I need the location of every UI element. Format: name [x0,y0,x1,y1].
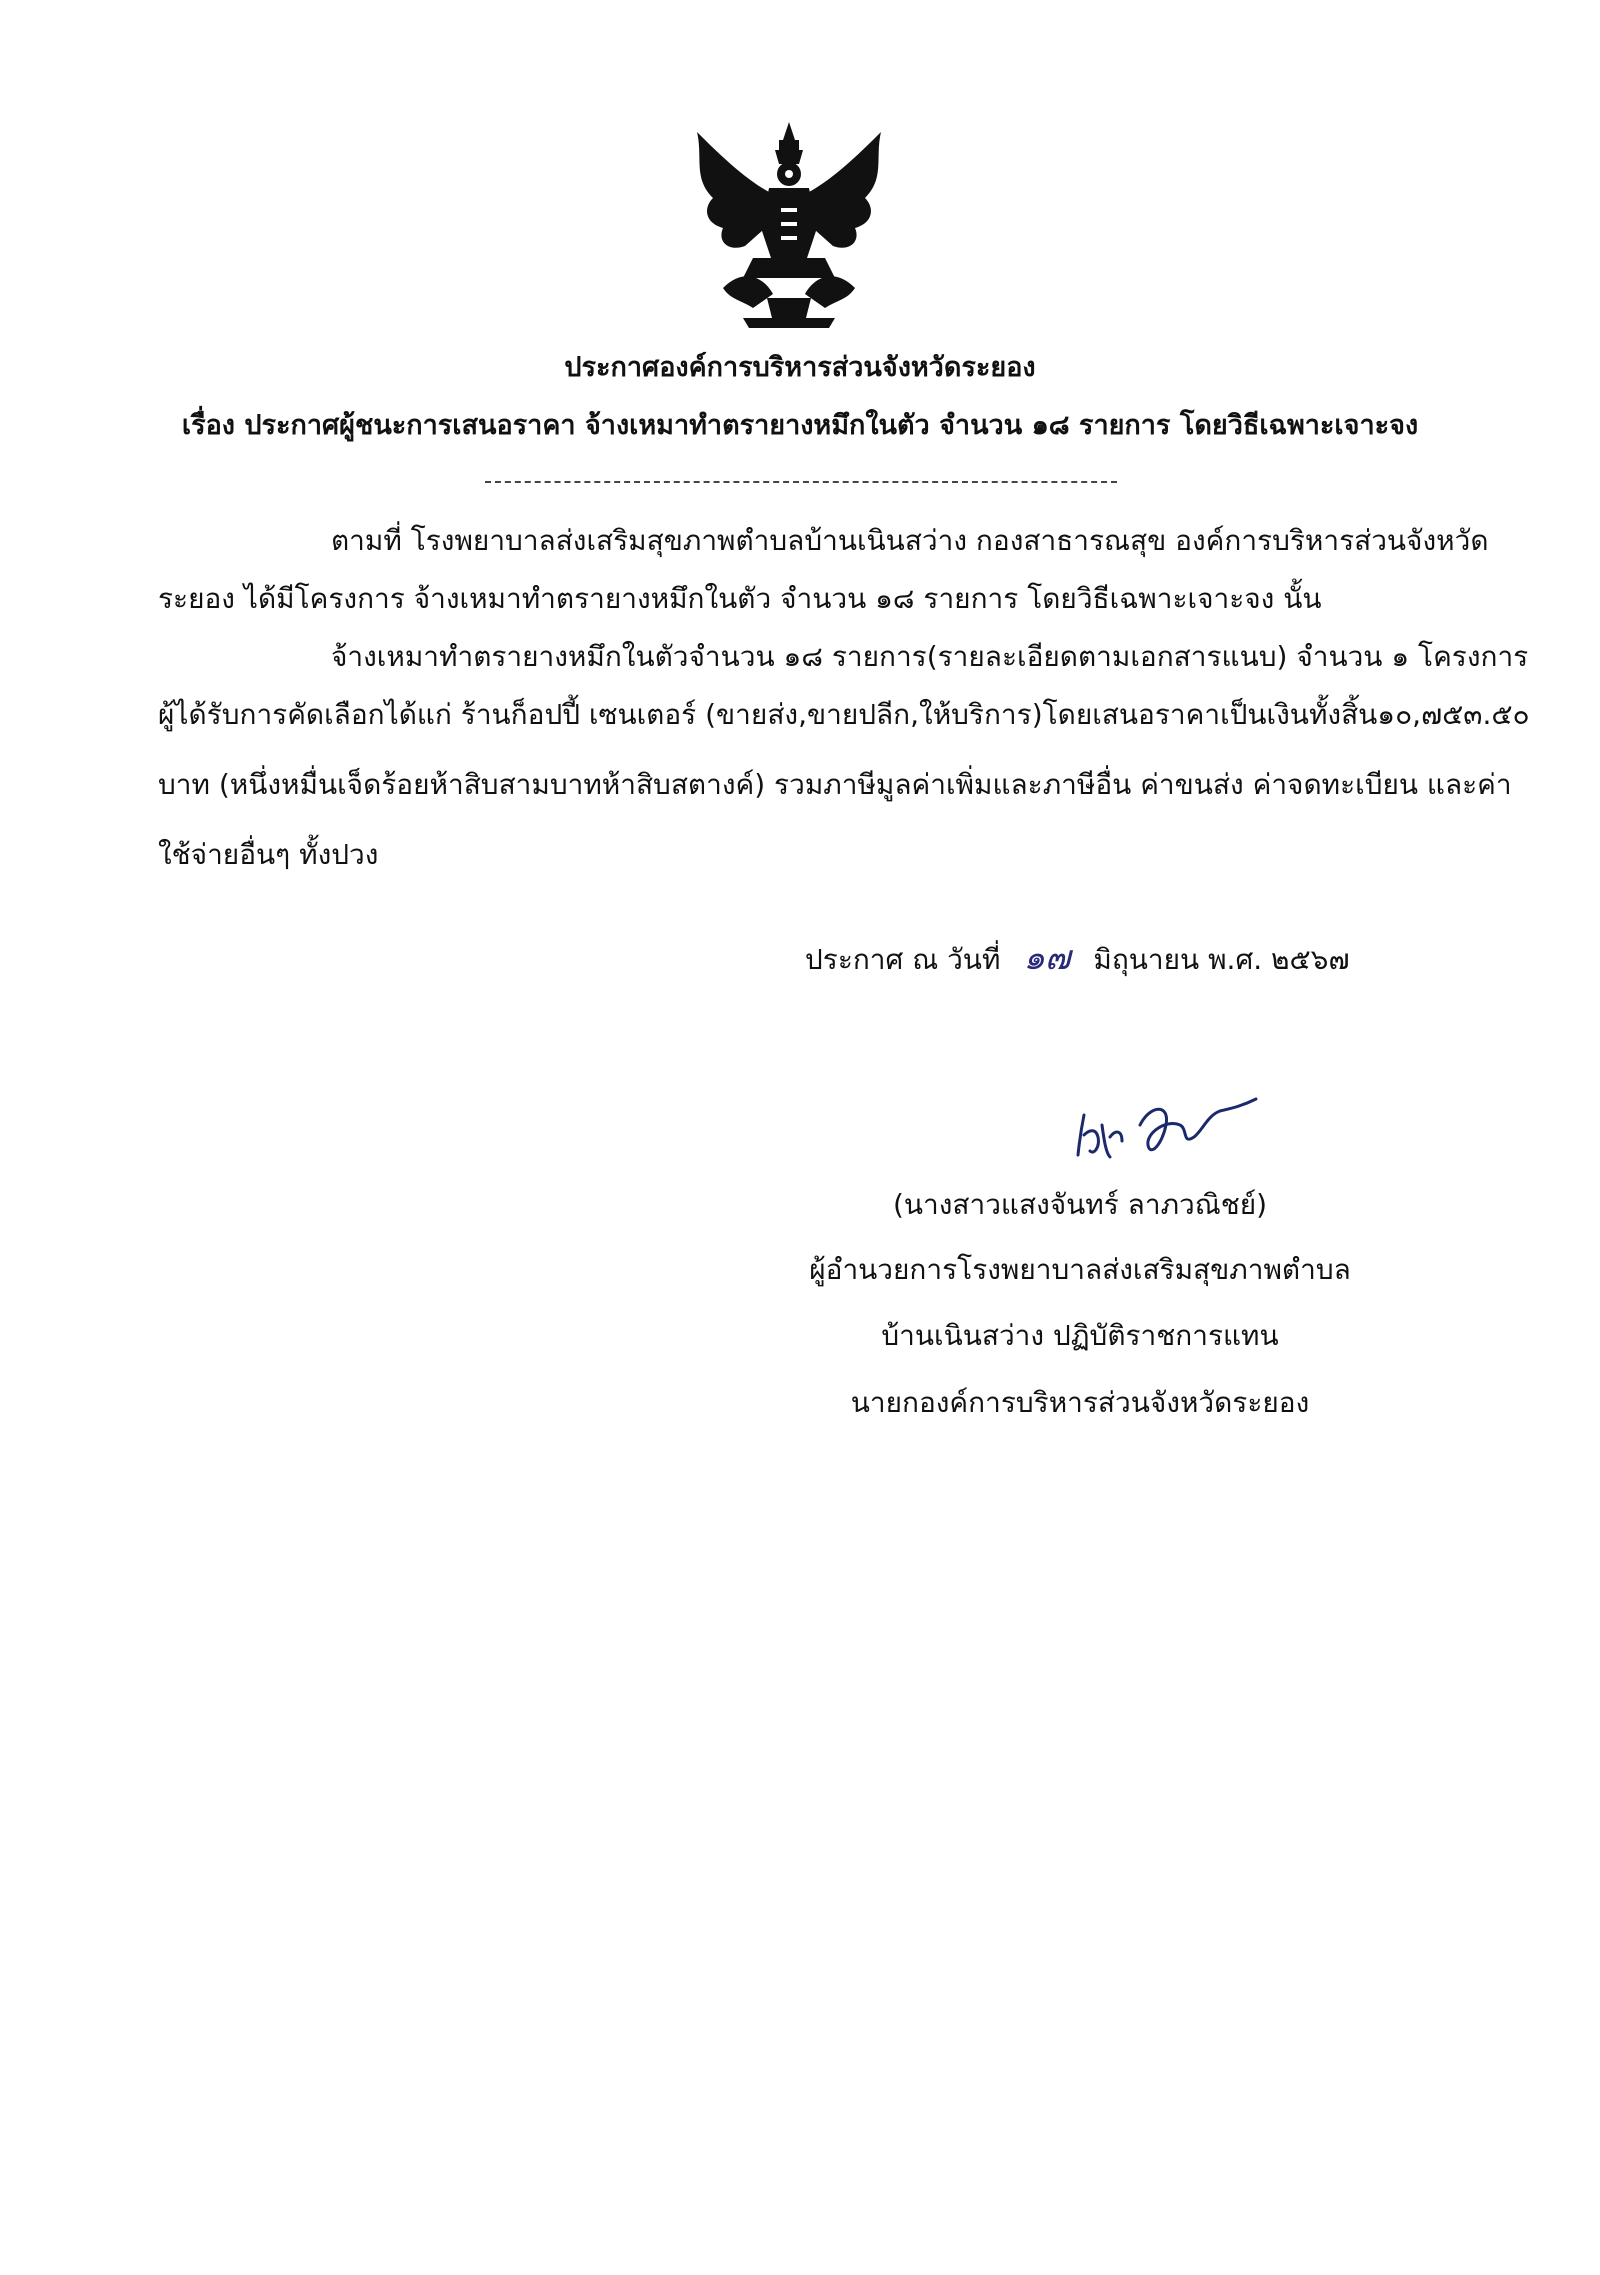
paragraph-2-line-1: จ้างเหมาทำตรายางหมึกในตัวจำนวน ๑๘ รายการ(รายละเอียดตามเอกสารแนบ) จำนวน ๑ โครงการ [331,640,1529,673]
document-subject: เรื่อง ประกาศผู้ชนะการเสนอราคา จ้างเหมาทำตรายางหมึกในตัว จำนวน ๑๘ รายการ โดยวิธีเฉพาะเจาะจง [181,410,1419,441]
date-day-handwritten: ๑๗ [1023,938,1071,978]
date-prefix: ประกาศ ณ วันที่ [805,943,1001,976]
paragraph-1-line-1: ตามที่ โรงพยาบาลส่งเสริมสุขภาพตำบลบ้านเนินสว่าง กองสาธารณสุข องค์การบริหารส่วนจังหวัด [331,524,1489,557]
paragraph-2-line-4: ใช้จ่ายอื่นๆ ทั้งปวง [158,838,379,871]
paragraph-1-line-2: ระยอง ได้มีโครงการ จ้างเหมาทำตรายางหมึกในตัว จำนวน ๑๘ รายการ โดยวิธีเฉพาะเจาะจง นั้น [158,582,1322,615]
announcement-date [805,938,1350,980]
date-month-year: มิถุนายน พ.ศ. ๒๕๖๗ [1093,943,1350,976]
paragraph-2-line-2: ผู้ได้รับการคัดเลือกได้แก่ ร้านก็อปปี้ เซนเตอร์ (ขายส่ง,ขายปลีก,ให้บริการ)โดยเสนอราคาเป็นเงินทั้งสิ้น๑๐,๗๕๓.๕๐ [158,698,1530,731]
paragraph-2-line-3: บาท (หนึ่งหมื่นเจ็ดร้อยห้าสิบสามบาทห้าสิบสตางค์) รวมภาษีมูลค่าเพิ่มและภาษีอื่น ค่าขนส่ง ค่าจดทะเบียน และค่า [158,768,1512,801]
signatory-name: (นางสาวแสงจันทร์ ลาภวณิชย์) [892,1188,1268,1221]
signatory-position-line-2: บ้านเนินสว่าง ปฏิบัติราชการแทน [881,1319,1279,1352]
signatory-position-line-3: นายกองค์การบริหารส่วนจังหวัดระยอง [850,1386,1310,1419]
garuda-emblem-icon [683,118,896,336]
signatory-position-line-1: ผู้อำนวยการโรงพยาบาลส่งเสริมสุขภาพตำบล [809,1253,1351,1286]
document-title: ประกาศองค์การบริหารส่วนจังหวัดระยอง [564,352,1036,383]
title-divider [485,481,1117,483]
handwritten-signature [1070,1085,1270,1175]
